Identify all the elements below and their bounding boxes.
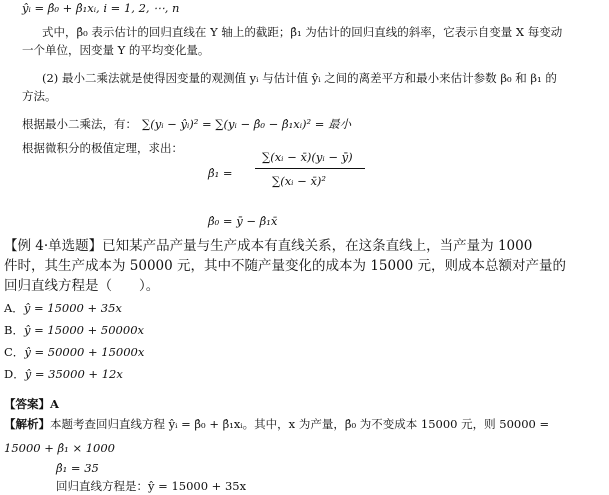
option-text: ŷ = 35000 + 12x xyxy=(24,367,123,381)
beta1-numerator: ∑(xᵢ − x̄)(yᵢ − ȳ) xyxy=(262,150,353,164)
intro-line-3: (2) 最小二乘法就是使得因变量的观测值 yᵢ 与估计值 ŷᵢ 之间的离差平方和最小来估计参数 β₀ 和 β₁ 的 xyxy=(42,71,557,85)
option-a[interactable] xyxy=(4,302,122,316)
question-line-3: 回归直线方程是（ ）。 xyxy=(4,278,160,294)
option-label: D． xyxy=(4,367,25,381)
beta1-denominator: ∑(xᵢ − x̄)² xyxy=(272,174,327,188)
option-text: ŷ = 15000 + 50000x xyxy=(23,323,144,337)
intro-line-6: 根据微积分的极值定理，求出： xyxy=(22,141,183,155)
beta1-lhs: β̂₁ = xyxy=(208,166,233,180)
question-line-2: 件时，其生产成本为 50000 元，其中不随产量变化的成本为 15000 元，则成本总额对产量的 xyxy=(4,258,567,274)
option-text: ŷ = 50000 + 15000x xyxy=(24,345,145,359)
option-label: C． xyxy=(4,345,25,359)
question-line-1: 【例 4·单选题】已知某产品产量与生产成本有直线关系，在这条直线上，当产量为 1000 xyxy=(4,238,533,254)
explanation-line-1 xyxy=(4,418,549,432)
fraction-bar xyxy=(255,168,365,169)
answer-label: 【答案】 xyxy=(4,397,50,411)
option-c[interactable] xyxy=(4,346,144,360)
least-squares-label: 根据最小二乘法，有： xyxy=(22,117,137,131)
least-squares-equation: ∑(yᵢ − ŷᵢ)² = ∑(yᵢ − β̂₀ − β̂₁xᵢ)² = 最小 xyxy=(142,117,352,131)
explanation-line-4: 回归直线方程是：ŷ = 15000 + 35x xyxy=(56,479,247,493)
beta0-formula: β̂₀ = ȳ − β̂₁x̄ xyxy=(208,214,278,228)
explanation-line-3: β̂₁ = 35 xyxy=(56,461,99,475)
option-b[interactable] xyxy=(4,324,144,338)
intro-line-2: 一个单位，因变量 Y 的平均变化量。 xyxy=(22,43,210,57)
option-label: B． xyxy=(4,323,24,337)
option-label: A． xyxy=(4,301,24,315)
answer-value: A xyxy=(50,397,59,411)
regression-equation: ŷᵢ = β̂₀ + β̂₁xᵢ, i = 1, 2, ⋯, n xyxy=(22,1,180,15)
answer xyxy=(4,398,59,412)
option-d[interactable] xyxy=(4,368,123,382)
explanation-line-2: 15000 + β̂₁ × 1000 xyxy=(4,441,116,455)
explanation-text: 本题考查回归直线方程 ŷᵢ = β̂₀ + β̂₁xᵢ。其中，x 为产量，β̂₀ 为不变成本 15000 元，则 50000 = xyxy=(50,417,550,431)
intro-line-1: 式中，β̂₀ 表示估计的回归直线在 Y 轴上的截距；β̂₁ 为估计的回归直线的斜率，它表示自变量 X 每变动 xyxy=(42,25,563,39)
option-text: ŷ = 15000 + 35x xyxy=(23,301,122,315)
explanation-label: 【解析】 xyxy=(4,417,50,431)
intro-line-4: 方法。 xyxy=(22,89,57,103)
